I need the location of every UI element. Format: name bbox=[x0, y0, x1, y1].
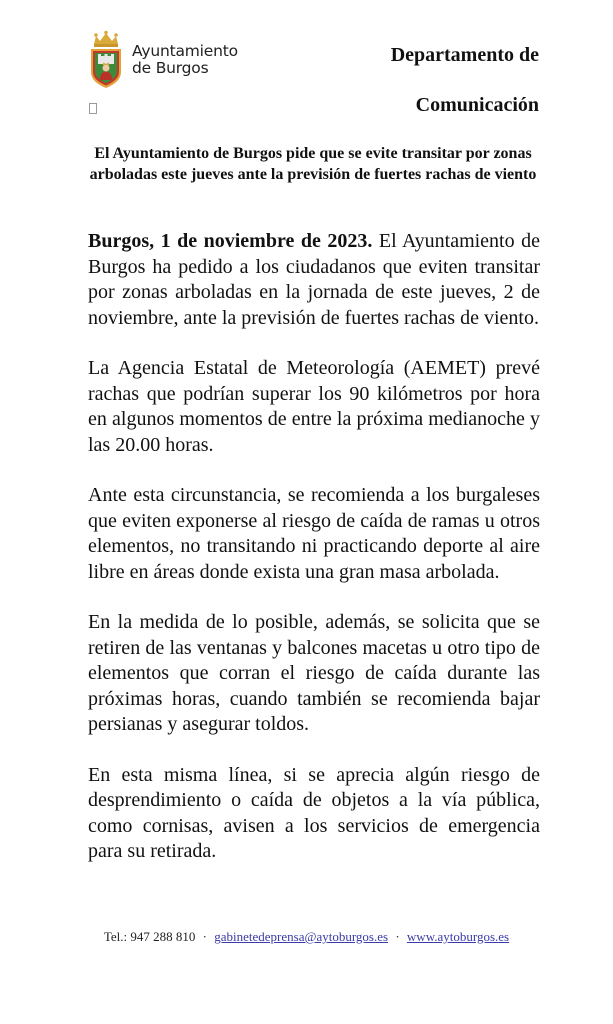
logo-wordmark bbox=[132, 43, 238, 77]
footer-separator: · bbox=[202, 929, 207, 944]
logo-line-2: de Burgos bbox=[132, 59, 209, 77]
dateline: Burgos, 1 de noviembre de 2023. bbox=[88, 230, 373, 252]
coat-of-arms-icon bbox=[88, 30, 124, 90]
department-heading bbox=[391, 30, 539, 130]
footer-separator: · bbox=[395, 929, 400, 944]
contact-footer bbox=[0, 929, 613, 945]
paragraph-text: El Ayuntamiento de Burgos ha pedido a los ciudadanos que eviten transitar por zonas arboladas en la jornada de este jueves, 2 de noviembre, ante la previsión de fuertes rachas de viento. bbox=[88, 230, 540, 329]
logo-line-1: Ayuntamiento bbox=[132, 42, 238, 60]
phone-number: Tel.: 947 288 810 bbox=[103, 929, 196, 944]
press-release-body bbox=[88, 229, 540, 890]
press-release-headline: El Ayuntamiento de Burgos pide que se evite transitar por zonas arboladas este jueves ante la previsión de fuertes rachas de viento bbox=[89, 145, 537, 183]
body-paragraph: Ante esta circunstancia, se recomienda a los burgaleses que eviten exponerse al riesgo de caída de ramas u otros elementos, no transitando ni practicando deporte al aire libre en áreas donde exista una gran masa arbolada. bbox=[88, 484, 540, 583]
email-link[interactable]: gabinetedeprensa@aytoburgos.es bbox=[214, 929, 389, 944]
website-link[interactable]: www.aytoburgos.es bbox=[406, 929, 510, 944]
body-paragraph: En la medida de lo posible, además, se solicita que se retiren de las ventanas y balcones macetas u otro tipo de elementos que corran el riesgo de caída durante las próximas horas, cuando también se recomienda bajar persianas y asegurar toldos. bbox=[88, 611, 540, 735]
department-line-2: Comunicación bbox=[415, 94, 539, 116]
body-paragraph: La Agencia Estatal de Meteorología (AEMET) prevé rachas que podrían superar los 90 kilómetros por hora en algunos momentos de entre la próxima medianoche y las 20.00 horas. bbox=[88, 357, 540, 456]
placeholder-box-icon bbox=[89, 103, 97, 114]
body-paragraph: En esta misma línea, si se aprecia algún riesgo de desprendimiento o caída de objetos a la vía pública, como cornisas, avisen a los servicios de emergencia para su retirada. bbox=[88, 763, 540, 862]
ayuntamiento-logo bbox=[88, 30, 238, 90]
department-line-1: Departamento de bbox=[390, 44, 539, 66]
body-paragraph bbox=[88, 229, 540, 331]
